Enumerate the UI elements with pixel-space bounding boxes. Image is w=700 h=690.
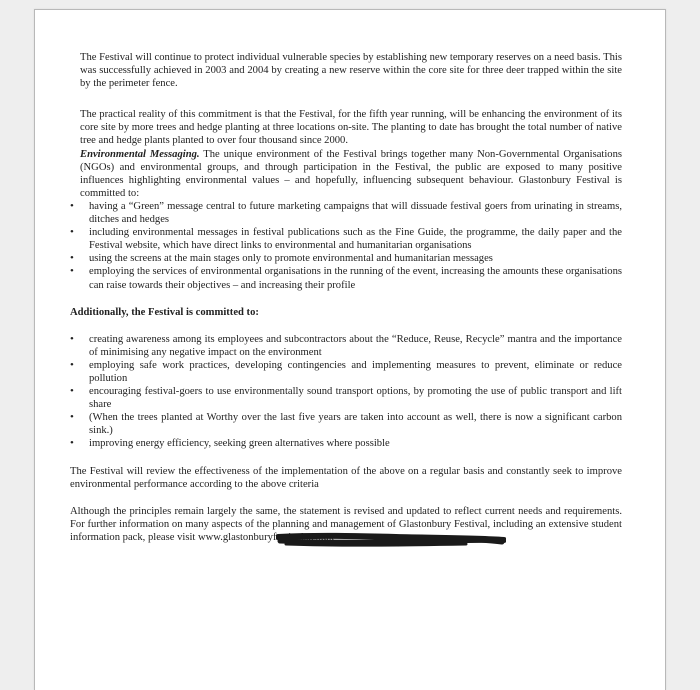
list-item: • having a “Green” message central to future marketing campaigns that will dissuade festival goers from urinating in streams, ditches and hedges (70, 200, 622, 226)
redaction-scribble (276, 531, 506, 548)
list-item: • encouraging festival-goers to use environmentally sound transport options, by promoting the use of public transport and lift share (70, 385, 622, 411)
list-item: • including environmental messages in festival publications such as the Fine Guide, the programme, the daily paper and the Festival website, which have direct links to environmental and humanitarian organisations (70, 226, 622, 252)
list-item: • (When the trees planted at Worthy over the last five years are taken into account as well, there is now a significant carbon sink.) (70, 411, 622, 437)
paragraph-1-wrap (70, 51, 622, 90)
additionally-heading: Additionally, the Festival is committed to: (70, 306, 259, 318)
environmental-messaging-text: The unique environment of the Festival brings together many Non-Governmental Organisations (NGOs) and environmental groups, and through participation in the Festival, the public are exposed to many positive influences highlighting environmental values – and hopefully, influencing subsequent behaviour. Glastonbury Festival is committed to: (80, 148, 622, 199)
commitment-list-2 (70, 333, 622, 451)
paragraph-review: The Festival will review the effectiveness of the implementation of the above on a regular basis and constantly seek to improve environmental performance according to the above criteria (70, 465, 622, 490)
environmental-messaging-heading: Environmental Messaging. (80, 148, 200, 160)
paragraph-2-wrap (70, 108, 622, 200)
paragraph-closing: Although the principles remain largely the same, the statement is revised and updated to reflect current needs and requirements. For further information on many aspects of the planning and management of Glastonbury Festival, including an extensive student information pack, please visit www.glastonburyfestivals.co.uk (70, 505, 622, 543)
paragraph-environmental-messaging (80, 148, 622, 200)
document-page (34, 9, 666, 690)
list-item: • employing safe work practices, developing contingencies and implementing measures to prevent, eliminate or reduce pollution (70, 359, 622, 385)
list-item: • improving energy efficiency, seeking green alternatives where possible (70, 437, 622, 450)
paragraph-protect-species: The Festival will continue to protect individual vulnerable species by establishing new temporary reserves on a need basis. This was successfully achieved in 2003 and 2004 by creating a new reserve within the core site for three deer trapped within the site by the perimeter fence. (80, 52, 622, 90)
list-item: • creating awareness among its employees and subcontractors about the “Reduce, Reuse, Recycle” mantra and the importance of minimising any negative impact on the environment (70, 333, 622, 359)
commitment-list-1 (70, 200, 622, 292)
paragraph-practical-reality: The practical reality of this commitment is that the Festival, for the fifth year running, will be enhancing the environment of its core site by more trees and hedge planting at three locations on-site. The planting to date has brought the total number of native tree and hedge plants planted to over four thousand since 2000. (80, 109, 622, 147)
document-body (70, 51, 622, 544)
list-item: • using the screens at the main stages only to promote environmental and humanitarian messages (70, 252, 622, 265)
list-item: • employing the services of environmental organisations in the running of the event, increasing the amounts these organisations can raise towards their objectives – and increasing their profile (70, 265, 622, 291)
